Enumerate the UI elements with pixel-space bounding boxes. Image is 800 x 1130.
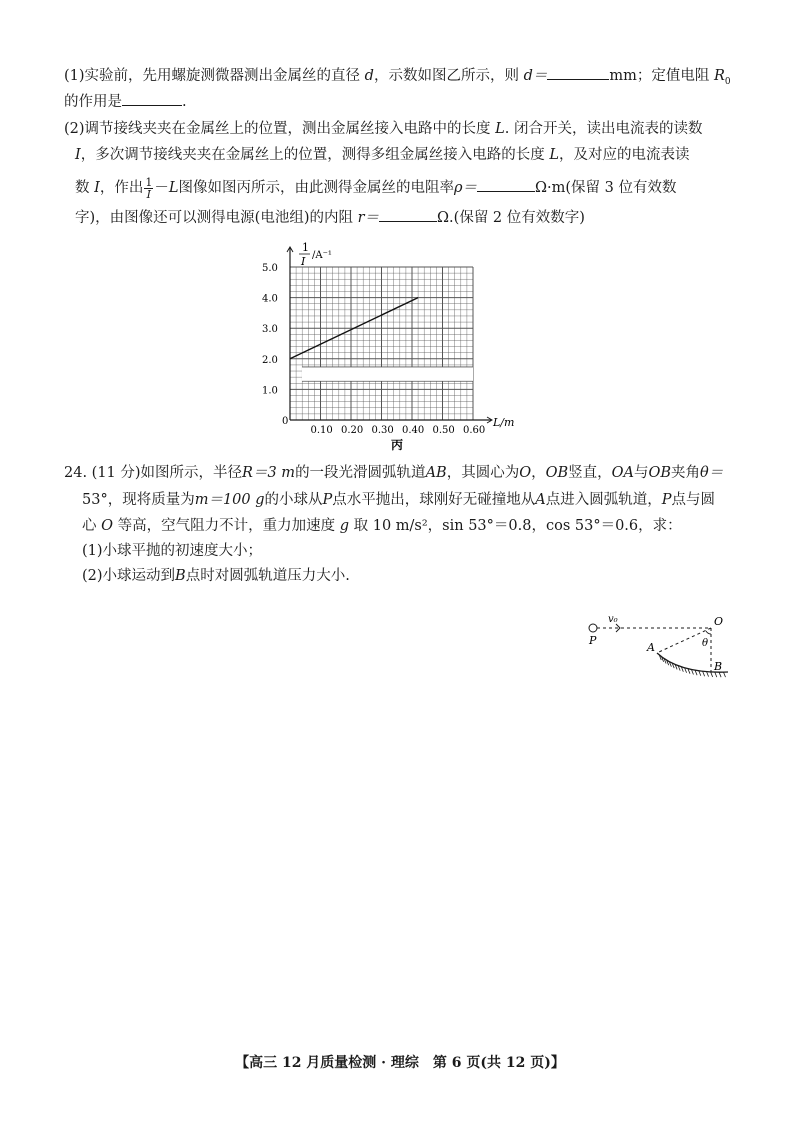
- x-tick-label: 0.50: [432, 425, 455, 436]
- graph-1-over-I-vs-L: [258, 238, 528, 453]
- y-label-unit: /A⁻¹: [312, 250, 332, 261]
- q24-line3: 心 O 等高，空气阻力不计，重力加速度 g 取 10 m/s²，sin 53°＝0.8，cos 53°＝0.6，求：: [82, 518, 682, 534]
- x-tick-label: 0.60: [463, 425, 486, 436]
- label-P: P: [589, 634, 597, 647]
- q-part2-line1: (2)调节接线夹夹在金属丝上的位置，测出金属丝接入电路中的长度 L. 闭合开关，读出电流表的读数: [64, 121, 703, 137]
- axis-break-band: [302, 367, 473, 381]
- q-part2-line3: 数 I，作出 $\frac{1}{I}$ －L图像如图丙所示，由此测得金属丝的电阻率ρ＝ Ω·m(保留 3 位有效数: [75, 175, 677, 201]
- label-O: O: [714, 615, 724, 628]
- label-v0: v₀: [608, 614, 618, 625]
- axis-break: [302, 367, 473, 381]
- projectile-arc-figure: [580, 610, 740, 690]
- angle-arc: [706, 631, 711, 634]
- answer-blank-rho[interactable]: [477, 176, 535, 192]
- y-tick-label: 2.0: [262, 354, 278, 366]
- q-part2-line4: 字)，由图像还可以测得电源(电池组)的内阻 r＝ Ω.(保留 2 位有效数字): [75, 206, 585, 228]
- q-part2-line2: I，多次调节接线夹夹在金属丝上的位置，测得多组金属丝接入电路的长度 L，及对应的电流表读: [75, 147, 690, 163]
- answer-blank-r[interactable]: [379, 206, 437, 222]
- hatch-mark: [723, 672, 725, 677]
- y-tick-label: 3.0: [262, 324, 278, 336]
- graph-caption: 丙: [391, 438, 404, 452]
- tick-labels: [262, 263, 485, 436]
- x-tick-label: 0.20: [341, 425, 364, 436]
- page-footer: 【高三 12 月质量检测 · 理综 第 6 页(共 12 页)】: [235, 1055, 565, 1071]
- x-tick-label: 0.40: [402, 425, 425, 436]
- grid-major: [290, 267, 473, 420]
- x-tick-label: 0.10: [310, 425, 333, 436]
- label-A: A: [647, 641, 655, 654]
- q24-line1: 24. (11 分)如图所示，半径R＝3 m的一段光滑圆弧轨道AB，其圆心为O，OB竖直，OA与OB夹角θ＝: [64, 465, 724, 481]
- y-tick-label: 4.0: [262, 293, 278, 305]
- y-label-num: 1: [302, 241, 309, 254]
- y-tick-label: 1.0: [262, 385, 278, 397]
- fraction-1-over-I: $\frac{1}{I}$: [145, 175, 153, 201]
- y-tick-label: 5.0: [262, 263, 278, 274]
- q24-sub2: (2)小球运动到B点时对圆弧轨道压力大小.: [82, 568, 350, 584]
- q-part1-line1: (1)实验前，先用螺旋测微器测出金属丝的直径 d，示数如图乙所示，则 d＝ mm；定值电阻 $R_0$: [64, 64, 731, 92]
- x-axis-label: L/m: [493, 416, 515, 429]
- answer-blank-d[interactable]: [547, 64, 609, 80]
- q24-line2: 53°，现将质量为m＝100 g的小球从P点水平抛出，球刚好无碰撞地从A点进入圆弧轨道，P点与圆: [82, 492, 716, 508]
- q-part1-line2: 的作用是 .: [64, 90, 187, 112]
- label-B: B: [714, 660, 723, 673]
- axes: [287, 247, 492, 423]
- origin-label: 0: [282, 416, 289, 427]
- ball-P: [589, 624, 597, 632]
- y-label-den: I: [301, 255, 306, 268]
- answer-blank-r0-role[interactable]: [122, 90, 182, 106]
- q24-sub1: (1)小球平抛的初速度大小；: [82, 543, 263, 559]
- x-tick-label: 0.30: [371, 425, 394, 436]
- y-axis-label: [299, 241, 332, 268]
- label-theta: θ: [702, 638, 709, 649]
- hatch-mark: [711, 672, 713, 677]
